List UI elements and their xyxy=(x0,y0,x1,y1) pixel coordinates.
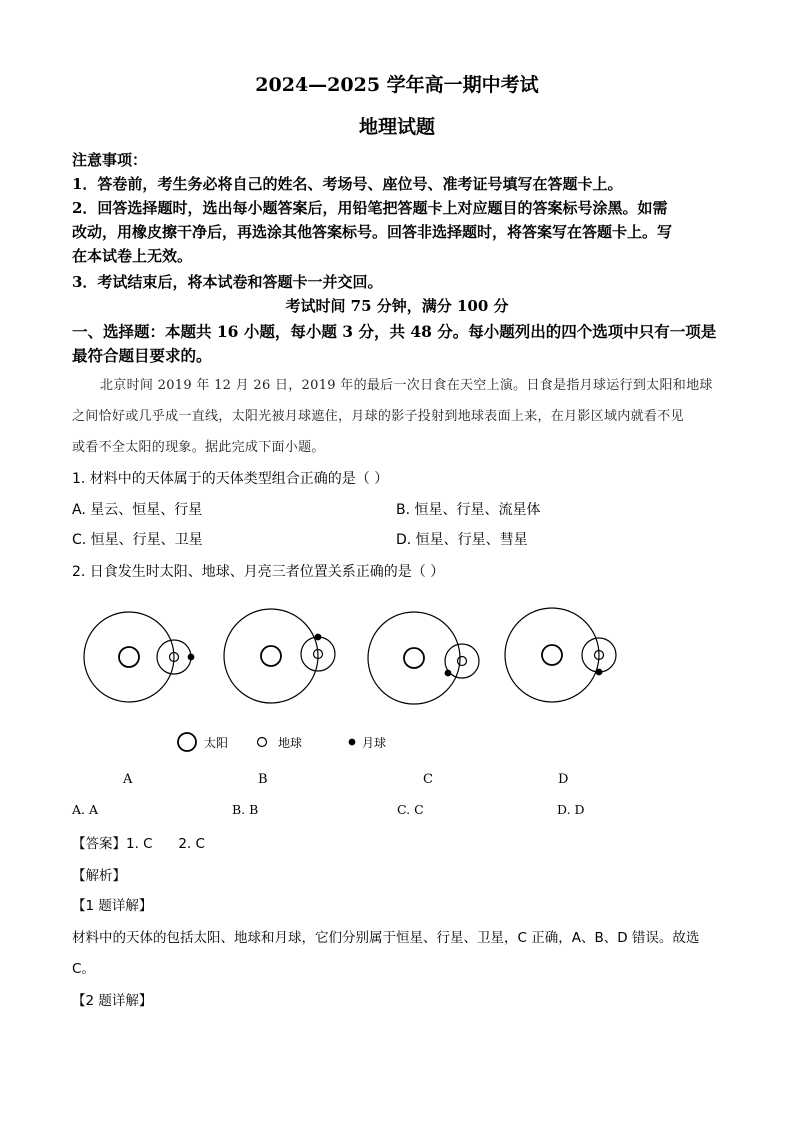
detail-1-line-1: 材料中的天体的包括太阳、地球和月球，它们分别属于恒星、行星、卫星，C 正确，A、B、D 错误。故选 xyxy=(72,930,700,946)
moon-c xyxy=(445,670,451,676)
diagram-b xyxy=(224,609,335,703)
question-1-stem: 1. 材料中的天体属于的天体类型组合正确的是（ ） xyxy=(72,471,389,487)
legend-earth-symbol xyxy=(258,738,267,747)
question-2-option-a: A. A xyxy=(72,802,99,817)
diagram-label-c: C xyxy=(423,772,433,787)
detail-1-title: 【1 题详解】 xyxy=(72,898,153,914)
question-2-option-b: B. B xyxy=(232,802,259,817)
question-1-option-b: B. 恒星、行星、流星体 xyxy=(396,502,541,518)
section-heading-line-2: 最符合题目要求的。 xyxy=(72,346,212,365)
question-2-option-c: C. C xyxy=(397,802,424,817)
material-line-1: 北京时间 2019 年 12 月 26 日，2019 年的最后一次日食在天空上演。日食是指月球运行到太阳和地球 xyxy=(100,378,713,393)
diagram-c xyxy=(368,612,479,704)
diagram-label-b: B xyxy=(258,772,268,787)
analysis-label: 【解析】 xyxy=(72,868,126,884)
question-1-option-a: A. 星云、恒星、行星 xyxy=(72,502,203,518)
question-2-stem: 2. 日食发生时太阳、地球、月亮三者位置关系正确的是（ ） xyxy=(72,564,445,580)
earth-orbit-c xyxy=(368,612,460,704)
sun-c xyxy=(404,648,424,668)
material-line-2: 之间恰好或几乎成一直线，太阳光被月球遮住，月球的影子投射到地球表面上来，在月影区域内就看不见 xyxy=(72,409,684,424)
subject-title: 地理试题 xyxy=(358,116,435,138)
question-1-option-d: D. 恒星、行星、彗星 xyxy=(396,532,528,548)
legend-moon-label: 月球 xyxy=(362,736,387,750)
notice-item-2-line-2: 改动，用橡皮擦干净后，再选涂其他答案标号。回答非选择题时，将答案写在答题卡上。写 xyxy=(72,223,673,241)
diagram-label-d: D xyxy=(558,772,569,787)
notice-item-2-line-3: 在本试卷上无效。 xyxy=(72,247,193,265)
notice-item-1: 1．答卷前，考生务必将自己的姓名、考场号、座位号、准考证号填写在答题卡上。 xyxy=(72,175,623,193)
question-1-option-c: C. 恒星、行星、卫星 xyxy=(72,532,203,548)
legend-sun-label: 太阳 xyxy=(204,736,229,750)
exam-title: 2024—2025 学年高一期中考试 xyxy=(255,74,539,96)
sun-b xyxy=(261,646,281,666)
section-heading-line-1: 一、选择题：本题共 16 小题，每小题 3 分，共 48 分。每小题列出的四个选项中只有一项是 xyxy=(72,322,717,341)
answer-label: 【答案】 xyxy=(72,836,126,852)
moon-d xyxy=(596,669,602,675)
notice-item-3: 3．考试结束后，将本试卷和答题卡一并交回。 xyxy=(72,273,383,291)
diagram-d xyxy=(505,608,616,702)
sun-d xyxy=(542,645,562,665)
legend-sun-symbol xyxy=(178,733,196,751)
earth-orbit-d xyxy=(505,608,599,702)
detail-2-title: 【2 题详解】 xyxy=(72,993,153,1009)
sun-a xyxy=(119,647,139,667)
detail-1-line-2: C。 xyxy=(72,961,95,977)
question-2-option-d: D. D xyxy=(557,802,585,817)
answer-line xyxy=(72,832,205,852)
diagram-label-a: A xyxy=(123,772,133,787)
earth-c xyxy=(458,657,467,666)
notice-item-2-line-1: 2．回答选择题时，选出每小题答案后，用铅笔把答题卡上对应题目的答案标号涂黑。如需 xyxy=(72,199,668,217)
exam-info: 考试时间 75 分钟，满分 100 分 xyxy=(285,297,509,315)
moon-a xyxy=(188,654,194,660)
eclipse-diagram xyxy=(72,600,652,770)
answer-text: 1. C 2. C xyxy=(126,836,205,852)
legend-earth-label: 地球 xyxy=(278,736,303,750)
earth-orbit-a xyxy=(84,612,174,702)
legend-moon-symbol xyxy=(349,739,355,745)
material-line-3: 或看不全太阳的现象。据此完成下面小题。 xyxy=(72,440,325,455)
moon-b xyxy=(315,634,321,640)
diagram-a xyxy=(84,612,194,702)
earth-orbit-b xyxy=(224,609,318,703)
notice-heading: 注意事项： xyxy=(72,151,148,169)
